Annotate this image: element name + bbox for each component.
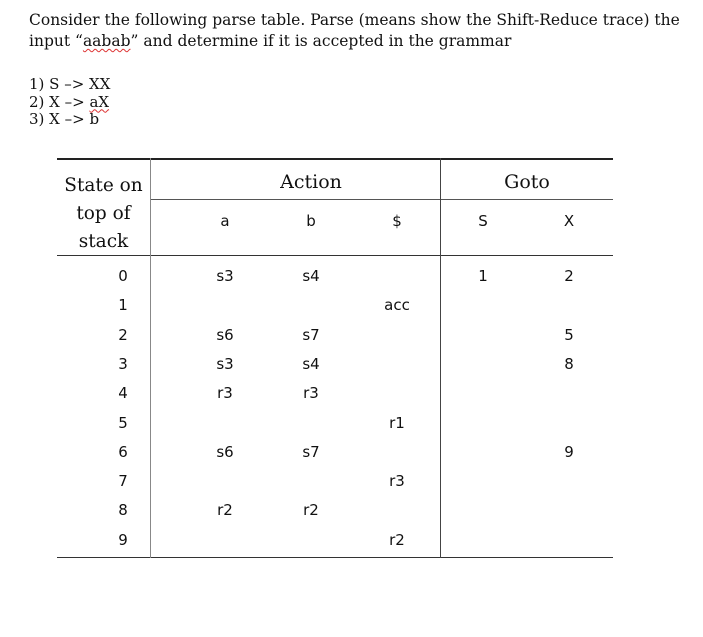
rule-prefix: 2) X –> bbox=[29, 92, 90, 111]
table-cell: 8 bbox=[564, 354, 574, 373]
table-cell: s7 bbox=[302, 325, 320, 344]
table-cell: 5 bbox=[564, 325, 574, 344]
question-line-2-prefix: input “ bbox=[29, 32, 83, 50]
state-number: 2 bbox=[118, 325, 128, 344]
question-text bbox=[29, 10, 689, 52]
grammar-rule bbox=[29, 111, 110, 129]
table-cell: r3 bbox=[389, 472, 405, 491]
table-bottom-rule bbox=[57, 557, 613, 558]
goto-header: Goto bbox=[504, 171, 550, 193]
state-number: 8 bbox=[118, 501, 128, 520]
rule-prefix: 1) S –> XX bbox=[29, 75, 111, 93]
state-column-header bbox=[57, 172, 150, 256]
table-cell: s4 bbox=[302, 267, 320, 285]
state-number: 9 bbox=[118, 530, 128, 549]
table-cell: s6 bbox=[216, 442, 234, 461]
table-cell: r2 bbox=[217, 501, 233, 520]
header-divider bbox=[150, 199, 613, 200]
goto-column-divider bbox=[440, 158, 441, 558]
table-cell: r3 bbox=[217, 384, 233, 403]
state-number: 3 bbox=[118, 354, 128, 373]
state-column-divider bbox=[150, 158, 151, 558]
state-header-line: top of bbox=[76, 203, 131, 224]
grammar-rule bbox=[29, 76, 110, 94]
action-header: Action bbox=[280, 171, 342, 193]
table-cell: 1 bbox=[478, 267, 488, 285]
state-number: 0 bbox=[118, 267, 128, 285]
column-header-b: b bbox=[306, 212, 316, 230]
column-header-a: a bbox=[220, 212, 230, 230]
grammar-rules bbox=[29, 76, 110, 129]
table-top-rule bbox=[57, 158, 613, 160]
table-cell: r2 bbox=[389, 530, 405, 549]
table-cell: r2 bbox=[303, 501, 319, 520]
table-cell: s6 bbox=[216, 325, 234, 344]
column-header-dollar: $ bbox=[392, 212, 402, 230]
table-cell: s4 bbox=[302, 354, 320, 373]
table-cell: s7 bbox=[302, 442, 320, 461]
table-cell: 9 bbox=[564, 442, 574, 461]
question-line-2 bbox=[29, 31, 689, 52]
table-cell: acc bbox=[384, 296, 410, 315]
state-header-line: stack bbox=[78, 231, 129, 252]
question-line-1: Consider the following parse table. Parse (means show the Shift-Reduce trace) the bbox=[29, 11, 680, 29]
question-line-2-suffix: ” and determine if it is accepted in the grammar bbox=[130, 32, 512, 50]
input-string: aabab bbox=[82, 32, 131, 50]
table-cell: r3 bbox=[303, 384, 319, 403]
state-number: 1 bbox=[118, 296, 128, 315]
rule-prefix: 3) X –> b bbox=[29, 110, 100, 128]
column-header-S: S bbox=[478, 212, 488, 230]
table-cell: 2 bbox=[564, 267, 574, 285]
state-number: 7 bbox=[118, 472, 128, 491]
column-header-X: X bbox=[563, 212, 575, 230]
state-number: 6 bbox=[118, 442, 128, 461]
state-header-line: State on bbox=[64, 175, 143, 196]
grammar-rule bbox=[29, 94, 110, 112]
rule-marked: aX bbox=[89, 92, 110, 111]
table-cell: s3 bbox=[216, 354, 234, 373]
state-number: 4 bbox=[118, 384, 128, 403]
table-cell: r1 bbox=[389, 413, 405, 432]
parse-table bbox=[57, 158, 613, 558]
table-cell: s3 bbox=[216, 267, 234, 285]
state-number: 5 bbox=[118, 413, 128, 432]
